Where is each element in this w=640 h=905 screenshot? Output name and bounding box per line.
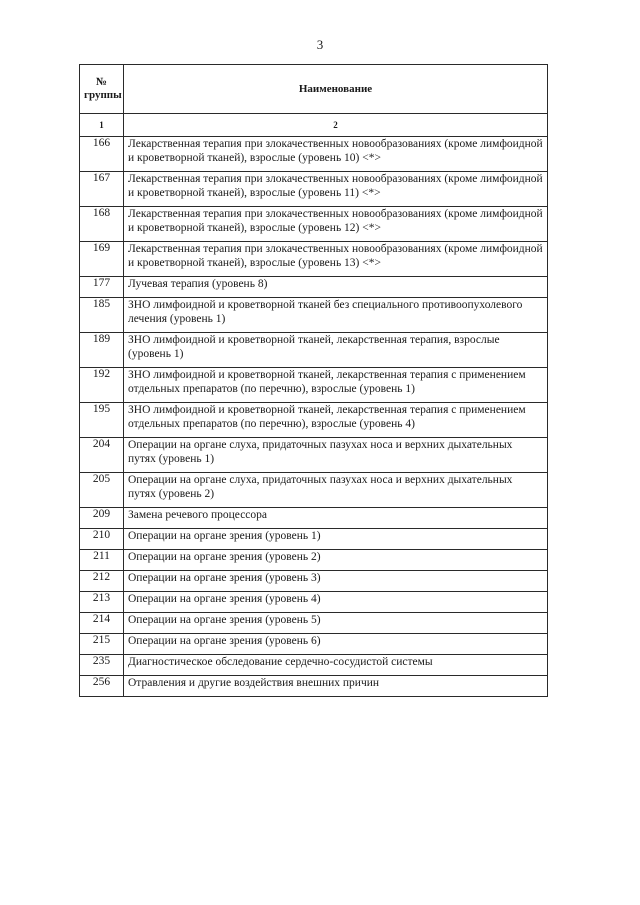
- table-row: [80, 368, 548, 403]
- column-number-1: 1: [80, 114, 124, 137]
- group-number-cell: 177: [80, 277, 124, 298]
- group-name-cell: Операции на органе зрения (уровень 1): [124, 529, 548, 550]
- table-row: [80, 529, 548, 550]
- group-number-cell: 210: [80, 529, 124, 550]
- group-number-cell: 256: [80, 676, 124, 697]
- table-row: [80, 655, 548, 676]
- table-row: [80, 277, 548, 298]
- group-name-cell: Операции на органе слуха, придаточных пазухах носа и верхних дыхательных путях (уровень 1): [124, 438, 548, 473]
- group-number-cell: 215: [80, 634, 124, 655]
- table-row: [80, 508, 548, 529]
- table-row: [80, 137, 548, 172]
- header-name-label: Наименование: [298, 82, 373, 95]
- group-number-cell: 213: [80, 592, 124, 613]
- group-name-cell: Лучевая терапия (уровень 8): [124, 277, 548, 298]
- column-number-row: [80, 114, 548, 137]
- group-name-cell: Операции на органе зрения (уровень 4): [124, 592, 548, 613]
- table-row: [80, 473, 548, 508]
- group-name-cell: Замена речевого процессора: [124, 508, 548, 529]
- table-row: [80, 592, 548, 613]
- table-row: [80, 242, 548, 277]
- table-body: [80, 65, 548, 697]
- group-number-cell: 167: [80, 172, 124, 207]
- group-number-cell: 205: [80, 473, 124, 508]
- group-name-cell: Операции на органе зрения (уровень 5): [124, 613, 548, 634]
- table-row: [80, 298, 548, 333]
- table-row: [80, 333, 548, 368]
- group-name-cell: Лекарственная терапия при злокачественных новообразованиях (кроме лимфоидной и кроветворной тканей), взрослые (уровень 13) <*>: [124, 242, 548, 277]
- page-number: 3: [316, 37, 324, 52]
- group-number-cell: 195: [80, 403, 124, 438]
- table-row: [80, 634, 548, 655]
- group-number-cell: 204: [80, 438, 124, 473]
- group-name-cell: Лекарственная терапия при злокачественных новообразованиях (кроме лимфоидной и кроветворной тканей), взрослые (уровень 11) <*>: [124, 172, 548, 207]
- group-name-cell: ЗНО лимфоидной и кроветворной тканей, лекарственная терапия, взрослые (уровень 1): [124, 333, 548, 368]
- group-name-cell: ЗНО лимфоидной и кроветворной тканей без специального противоопухолевого лечения (уровень 1): [124, 298, 548, 333]
- group-name-cell: Операции на органе зрения (уровень 6): [124, 634, 548, 655]
- groups-table: [79, 64, 548, 697]
- header-group-number: [80, 65, 124, 114]
- group-number-cell: 214: [80, 613, 124, 634]
- group-number-cell: 235: [80, 655, 124, 676]
- group-name-cell: Лекарственная терапия при злокачественных новообразованиях (кроме лимфоидной и кроветворной тканей), взрослые (уровень 10) <*>: [124, 137, 548, 172]
- group-name-cell: ЗНО лимфоидной и кроветворной тканей, лекарственная терапия с применением отдельных препаратов (по перечню), взрослые (уровень 1): [124, 368, 548, 403]
- group-number-cell: 209: [80, 508, 124, 529]
- table-header-row: [80, 65, 548, 114]
- header-group-number-label: № группы: [84, 76, 122, 101]
- group-number-cell: 166: [80, 137, 124, 172]
- table-row: [80, 403, 548, 438]
- table-row: [80, 207, 548, 242]
- group-number-cell: 211: [80, 550, 124, 571]
- group-number-cell: 185: [80, 298, 124, 333]
- table-row: [80, 172, 548, 207]
- header-name: [124, 65, 548, 114]
- group-name-cell: Операции на органе зрения (уровень 2): [124, 550, 548, 571]
- group-name-cell: Операции на органе зрения (уровень 3): [124, 571, 548, 592]
- group-name-cell: Лекарственная терапия при злокачественных новообразованиях (кроме лимфоидной и кроветворной тканей), взрослые (уровень 12) <*>: [124, 207, 548, 242]
- group-number-cell: 212: [80, 571, 124, 592]
- table-row: [80, 613, 548, 634]
- table-row: [80, 550, 548, 571]
- group-name-cell: Операции на органе слуха, придаточных пазухах носа и верхних дыхательных путях (уровень 2): [124, 473, 548, 508]
- group-number-cell: 192: [80, 368, 124, 403]
- group-name-cell: Отравления и другие воздействия внешних причин: [124, 676, 548, 697]
- group-name-cell: ЗНО лимфоидной и кроветворной тканей, лекарственная терапия с применением отдельных препаратов (по перечню), взрослые (уровень 4): [124, 403, 548, 438]
- table-row: [80, 571, 548, 592]
- group-name-cell: Диагностическое обследование сердечно-сосудистой системы: [124, 655, 548, 676]
- column-number-2: 2: [124, 114, 548, 137]
- group-number-cell: 189: [80, 333, 124, 368]
- group-number-cell: 169: [80, 242, 124, 277]
- table-row: [80, 676, 548, 697]
- group-number-cell: 168: [80, 207, 124, 242]
- table-row: [80, 438, 548, 473]
